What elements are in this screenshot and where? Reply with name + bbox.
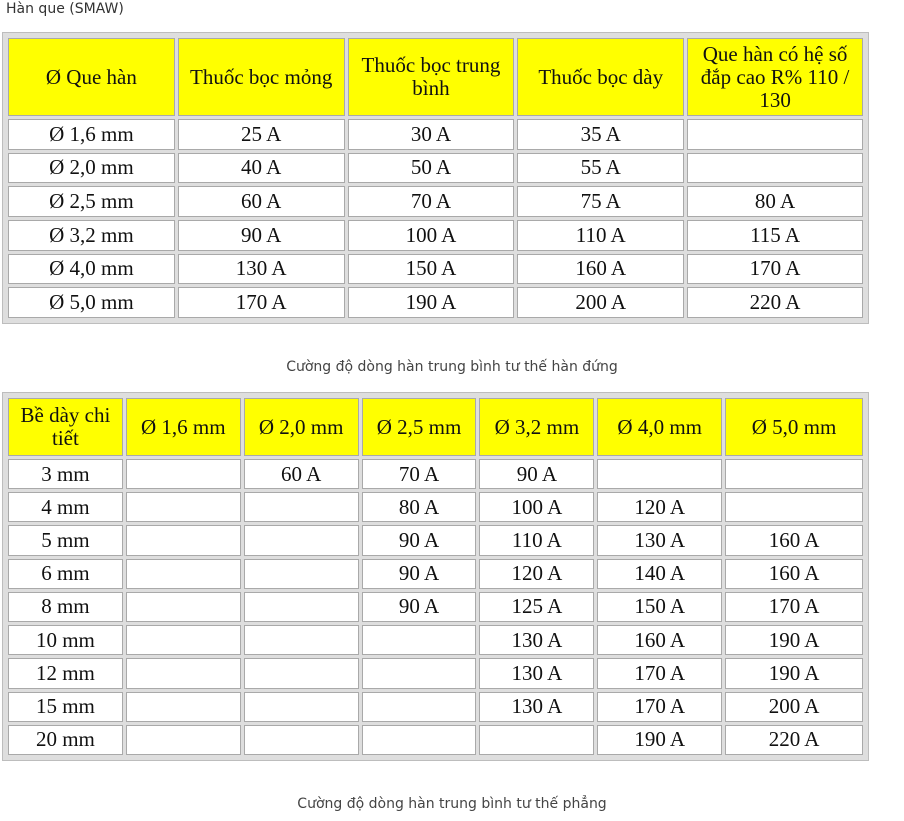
table-row (8, 525, 863, 555)
table2-header-cell: Ø 2,5 mm (362, 398, 477, 456)
table1-header-cell: Que hàn có hệ số đắp cao R% 110 / 130 (687, 38, 863, 116)
table-cell: 130 A (479, 658, 594, 688)
table-cell: 80 A (362, 492, 477, 522)
table-cell (362, 692, 477, 722)
table-cell (362, 625, 477, 655)
table-cell (362, 725, 477, 755)
electrode-current-table (5, 35, 866, 321)
table-row (8, 186, 863, 217)
table-cell: 130 A (479, 625, 594, 655)
table-cell: 12 mm (8, 658, 123, 688)
table2-frame (2, 392, 869, 761)
table-cell: 110 A (517, 220, 684, 251)
thickness-current-table (5, 395, 866, 758)
table-cell (244, 492, 359, 522)
table-cell: 25 A (178, 119, 345, 150)
table-cell: 20 mm (8, 725, 123, 755)
table-row (8, 625, 863, 655)
table-cell: 160 A (725, 559, 863, 589)
table-cell (244, 725, 359, 755)
table-cell: 60 A (178, 186, 345, 217)
table-cell: 110 A (479, 525, 594, 555)
table-cell (244, 592, 359, 622)
table-cell: 3 mm (8, 459, 123, 489)
table-row (8, 692, 863, 722)
table-cell: 130 A (479, 692, 594, 722)
table-cell: 120 A (479, 559, 594, 589)
table-cell: 100 A (348, 220, 515, 251)
table-row (8, 119, 863, 150)
table2-header-cell: Ø 1,6 mm (126, 398, 241, 456)
table-cell: 10 mm (8, 625, 123, 655)
table-row (8, 658, 863, 688)
table-row (8, 725, 863, 755)
table-cell: Ø 5,0 mm (8, 287, 175, 318)
table-cell: 200 A (517, 287, 684, 318)
table-row (8, 492, 863, 522)
table-cell: 90 A (362, 559, 477, 589)
page-heading: Hàn que (SMAW) (6, 1, 124, 17)
table-cell: Ø 4,0 mm (8, 254, 175, 285)
table-cell: 160 A (725, 525, 863, 555)
table1-header-cell: Thuốc bọc dày (517, 38, 684, 116)
table-cell: 15 mm (8, 692, 123, 722)
table2-header-cell: Ø 5,0 mm (725, 398, 863, 456)
table-cell: 90 A (178, 220, 345, 251)
table-row (8, 459, 863, 489)
table-cell (244, 658, 359, 688)
table-cell: 8 mm (8, 592, 123, 622)
table-row (8, 153, 863, 184)
table-cell: 90 A (362, 525, 477, 555)
table-row (8, 254, 863, 285)
table-cell: 170 A (725, 592, 863, 622)
table-cell: Ø 3,2 mm (8, 220, 175, 251)
table-cell: Ø 1,6 mm (8, 119, 175, 150)
table-cell (597, 459, 722, 489)
table-cell: 190 A (597, 725, 722, 755)
table-cell (479, 725, 594, 755)
table-cell: Ø 2,5 mm (8, 186, 175, 217)
table2-header-cell: Bề dày chi tiết (8, 398, 123, 456)
table-cell: 220 A (687, 287, 863, 318)
table-cell (126, 525, 241, 555)
table-row (8, 220, 863, 251)
table-cell: 140 A (597, 559, 722, 589)
table-cell: 220 A (725, 725, 863, 755)
table-cell: 120 A (597, 492, 722, 522)
table2-header-cell: Ø 4,0 mm (597, 398, 722, 456)
table2-header-cell: Ø 2,0 mm (244, 398, 359, 456)
table-cell: 170 A (687, 254, 863, 285)
table-cell (126, 559, 241, 589)
table-cell: 160 A (517, 254, 684, 285)
table-cell: 190 A (725, 658, 863, 688)
table-cell: 150 A (348, 254, 515, 285)
table-cell (126, 658, 241, 688)
table-cell (244, 525, 359, 555)
table-cell: 70 A (348, 186, 515, 217)
table1-caption: Cường độ dòng hàn trung bình tư thế hàn đứng (286, 359, 618, 375)
table1-header-cell: Thuốc bọc mỏng (178, 38, 345, 116)
table-cell: 60 A (244, 459, 359, 489)
table-cell: 160 A (597, 625, 722, 655)
table-cell (126, 625, 241, 655)
table-cell (362, 658, 477, 688)
table1-header-row (8, 38, 863, 116)
table-cell (244, 625, 359, 655)
table-cell (244, 559, 359, 589)
table-cell: 35 A (517, 119, 684, 150)
table-cell: 30 A (348, 119, 515, 150)
table-cell: 70 A (362, 459, 477, 489)
table-cell: 4 mm (8, 492, 123, 522)
table-cell: 80 A (687, 186, 863, 217)
table-cell: 75 A (517, 186, 684, 217)
table-cell: 90 A (362, 592, 477, 622)
table-cell: 170 A (597, 658, 722, 688)
table-cell (725, 492, 863, 522)
table2-caption: Cường độ dòng hàn trung bình tư thế phẳng (297, 796, 607, 812)
table-cell: 115 A (687, 220, 863, 251)
table-cell: 190 A (348, 287, 515, 318)
table-cell (126, 492, 241, 522)
table-cell (126, 725, 241, 755)
table-cell: 40 A (178, 153, 345, 184)
table-cell: 90 A (479, 459, 594, 489)
table-cell: 5 mm (8, 525, 123, 555)
table-row (8, 287, 863, 318)
table-cell: 170 A (178, 287, 345, 318)
table-cell: 100 A (479, 492, 594, 522)
table-cell: 130 A (597, 525, 722, 555)
table-row (8, 592, 863, 622)
table2-header-cell: Ø 3,2 mm (479, 398, 594, 456)
table2-header-row (8, 398, 863, 456)
table-cell (126, 459, 241, 489)
table1-header-cell: Thuốc bọc trung bình (348, 38, 515, 116)
table-cell: Ø 2,0 mm (8, 153, 175, 184)
table-cell (687, 119, 863, 150)
table-cell: 55 A (517, 153, 684, 184)
table-cell: 50 A (348, 153, 515, 184)
table-cell: 170 A (597, 692, 722, 722)
table-cell: 190 A (725, 625, 863, 655)
table-cell: 6 mm (8, 559, 123, 589)
table-cell: 130 A (178, 254, 345, 285)
table-cell: 125 A (479, 592, 594, 622)
table-cell (244, 692, 359, 722)
table-cell: 200 A (725, 692, 863, 722)
table1-frame (2, 32, 869, 324)
table-cell (725, 459, 863, 489)
table-cell (126, 692, 241, 722)
table-cell (687, 153, 863, 184)
table-cell: 150 A (597, 592, 722, 622)
table1-header-cell: Ø Que hàn (8, 38, 175, 116)
table-cell (126, 592, 241, 622)
table-row (8, 559, 863, 589)
